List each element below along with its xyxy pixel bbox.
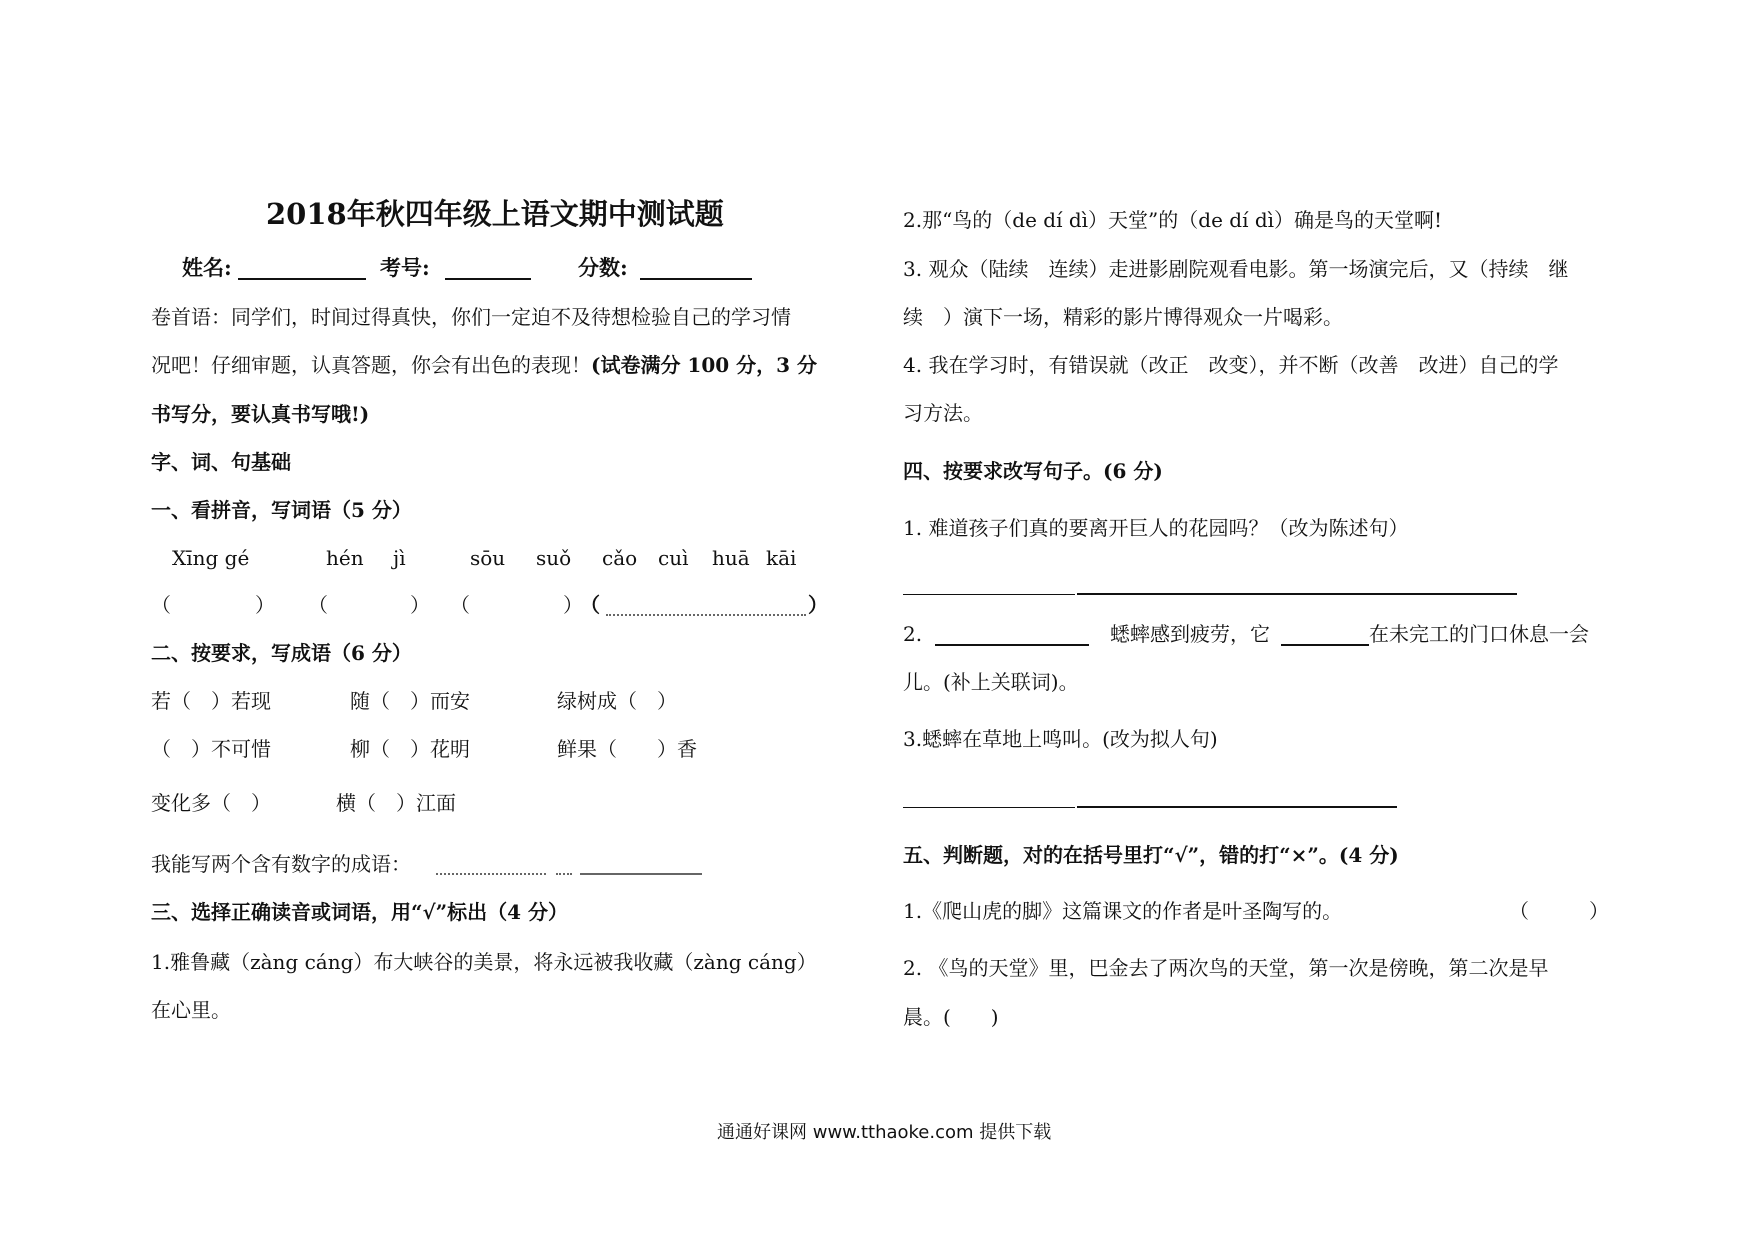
numbers-idiom-prompt: 我能写两个含有数字的成语： [151,852,411,876]
q4-item3-answer-line-b[interactable] [1077,806,1397,808]
pinyin-4: suǒ [536,546,572,570]
pinyin-3: sōu [470,546,506,570]
q5-item2-line2[interactable]: 晨。( ) [903,1005,999,1029]
numbers-idiom-blank-gap [556,855,572,875]
idiom-3-2[interactable]: 横（ ）江面 [336,791,456,815]
q5-heading: 五、判断题，对的在括号里打“√”，错的打“×”。(4 分) [903,843,1399,867]
answer-box-4-close: ） [808,593,828,617]
q3-item4-line1: 4. 我在学习时，有错误就（改正 改变），并不断（改善 改进）自己的学 [903,353,1559,377]
q4-item2-blank-1[interactable] [935,624,1089,646]
q4-item1-answer-line-b[interactable] [1077,593,1517,595]
q3-item1-line1: 1.雅鲁藏（zàng cáng）布大峡谷的美景，将永远被我收藏（zàng cáng） [151,950,817,974]
pinyin-2: jì [393,546,406,570]
q5-item1-answer-paren[interactable]: （ ） [1509,899,1609,923]
answer-box-3-open[interactable]: （ [450,593,470,617]
q4-item2-mid: 蟋蟀感到疲劳，它 [1110,622,1270,646]
footer-credit: 通通好课网 www.tthaoke.com 提供下载 [717,1122,1052,1143]
idiom-1-1[interactable]: 若（ ）若现 [151,689,271,713]
idiom-2-3[interactable]: 鲜果（ ）香 [557,737,697,761]
q4-item2-line2: 儿。(补上关联词)。 [903,670,1079,694]
answer-box-4-open[interactable]: （ [580,593,600,617]
q3-item3-line2: 续 ）演下一场，精彩的影片博得观众一片喝彩。 [903,305,1343,329]
exam-no-label: 考号: [380,255,430,280]
q3-item2: 2.那“鸟的（de dí dì）天堂”的（de dí dì）确是鸟的天堂啊! [903,208,1443,232]
pinyin-0: Xīng gé [172,546,250,570]
intro-line-1: 卷首语：同学们，时间过得真快，你们一定迫不及待想检验自己的学习情 [151,305,791,329]
q5-item2-line1: 2. 《鸟的天堂》里，巴金去了两次鸟的天堂，第一次是傍晚，第二次是早 [903,956,1549,980]
intro-line-3: 书写分，要认真书写哦!) [151,402,370,426]
q3-item4-line2: 习方法。 [903,401,983,425]
q5-item1: 1.《爬山虎的脚》这篇课文的作者是叶圣陶写的。 [903,899,1343,923]
q2-heading: 二、按要求，写成语（6 分） [151,641,412,665]
score-field[interactable] [640,258,752,280]
answer-box-3-close: ） [563,593,583,617]
intro-line-2a: 况吧！仔细审题，认真答题，你会有出色的表现！ [151,353,591,377]
q4-heading: 四、按要求改写句子。(6 分) [903,459,1163,483]
section-basic: 字、词、句基础 [151,450,291,474]
answer-box-2-close: ） [410,593,430,617]
q4-item1-answer-line-a[interactable] [903,594,1075,595]
numbers-idiom-blank-1[interactable] [436,855,546,875]
idiom-1-3[interactable]: 绿树成（ ） [557,689,677,713]
q3-heading: 三、选择正确读音或词语，用“√”标出（4 分） [151,900,569,924]
name-field[interactable] [238,258,366,280]
pinyin-8: kāi [766,546,797,570]
answer-box-1-open[interactable]: （ [151,593,171,617]
name-label: 姓名: [182,255,232,280]
answer-box-2-open[interactable]: （ [308,593,328,617]
q4-item3-answer-line-a[interactable] [903,807,1075,808]
q4-item3: 3.蟋蟀在草地上鸣叫。(改为拟人句) [903,727,1218,751]
idiom-2-2[interactable]: 柳（ ）花明 [350,737,470,761]
q3-item3-line1: 3. 观众（陆续 连续）走进影剧院观看电影。第一场演完后，又（持续 继 [903,257,1569,281]
intro-line-2b: (试卷满分 100 分，3 分 [591,353,818,377]
q4-item2-blank-2[interactable] [1281,624,1369,646]
idiom-3-1[interactable]: 变化多（ ） [151,791,271,815]
answer-box-1-close: ） [255,593,275,617]
pinyin-6: cuì [658,546,689,570]
exam-no-field[interactable] [445,258,531,280]
idiom-1-2[interactable]: 随（ ）而安 [350,689,470,713]
intro-line-2 [151,352,817,378]
answer-box-4-dots [606,596,806,616]
numbers-idiom-blank-2[interactable] [580,855,702,875]
pinyin-7: huā [712,546,750,570]
q1-heading: 一、看拼音，写词语（5 分） [151,498,412,522]
score-label: 分数: [578,255,628,280]
q4-item1: 1. 难道孩子们真的要离开巨人的花园吗？（改为陈述句） [903,516,1409,540]
q4-item2-end: 在未完工的门口休息一会 [1369,622,1589,646]
idiom-2-1[interactable]: （ ）不可惜 [151,737,271,761]
q3-item1-line2: 在心里。 [151,998,231,1022]
q4-item2-num: 2. [903,622,923,646]
pinyin-1: hén [326,546,364,570]
page-title: 2018年秋四年级上语文期中测试题 [266,197,724,231]
pinyin-5: cǎo [602,546,638,570]
